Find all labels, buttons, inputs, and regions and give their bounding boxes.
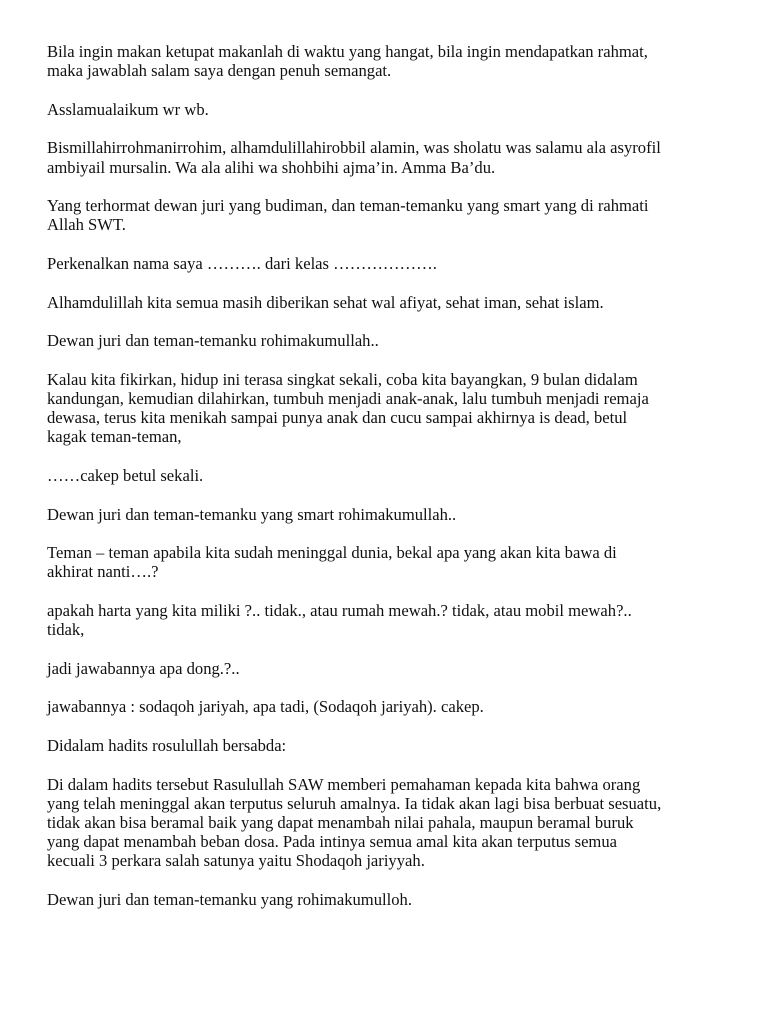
address-jury-smart-paragraph: Dewan juri dan teman-temanku yang smart rohimakumullah..	[47, 504, 457, 524]
address-jury-paragraph: Dewan juri dan teman-temanku rohimakumullah..	[47, 331, 379, 351]
introduction-paragraph: Perkenalkan nama saya ………. dari kelas ……………….	[47, 253, 437, 273]
life-reflection-paragraph: Kalau kita fikirkan, hidup ini terasa singkat sekali, coba kita bayangkan, 9 bulan didalam kandungan, kemudian dilahirkan, tumbuh menjadi anak-anak, lalu tumbuh menjadi remaja dewasa, terus kita menikah sampai punya anak dan cucu sampai akhirnya is dead, betul kagak teman-teman,	[47, 369, 649, 447]
response-paragraph: ……cakep betul sekali.	[47, 465, 204, 485]
answer-paragraph: jawabannya : sodaqoh jariyah, apa tadi, (Sodaqoh jariyah). cakep.	[47, 697, 484, 717]
hadith-explanation-paragraph: Di dalam hadits tersebut Rasulullah SAW memberi pemahaman kepada kita bahwa orang yang telah meninggal akan terputus seluruh amalnya. Ia tidak akan lagi bisa berbuat sesuatu, tidak akan bisa beramal baik yang dapat menambah nilai pahala, maupun beramal buruk yang dapat menambah beban dosa. Pada intinya semua amal kita akan terputus semua kecuali 3 perkara salah satunya yaitu Shodaqoh jariyyah.	[47, 774, 662, 871]
gratitude-paragraph: Alhamdulillah kita semua masih diberikan sehat wal afiyat, sehat iman, sehat islam.	[47, 292, 604, 312]
wealth-question-paragraph: apakah harta yang kita miliki ?.. tidak., atau rumah mewah.? tidak, atau mobil mewah?.. tidak,	[47, 600, 632, 640]
document-page	[47, 42, 727, 929]
greeting-jury-paragraph: Yang terhormat dewan juri yang budiman, dan teman-temanku yang smart yang di rahmati Allah SWT.	[47, 196, 649, 235]
basmalah-paragraph: Bismillahirrohmanirrohim, alhamdulillahirobbil alamin, was sholatu was salamu ala asyrofil ambiyail mursalin. Wa ala alihi wa shohbihi ajma’in. Amma Ba’du.	[47, 138, 661, 177]
closing-address-paragraph: Dewan juri dan teman-temanku yang rohimakumulloh.	[47, 889, 412, 909]
salam-paragraph: Asslamualaikum wr wb.	[47, 99, 209, 119]
answer-prompt-paragraph: jadi jawabannya apa dong.?..	[47, 658, 240, 678]
opening-pantun-paragraph: Bila ingin makan ketupat makanlah di waktu yang hangat, bila ingin mendapatkan rahmat, maka jawablah salam saya dengan penuh semangat.	[47, 42, 648, 81]
hadith-intro-paragraph: Didalam hadits rosulullah bersabda:	[47, 735, 287, 755]
question-paragraph: Teman – teman apabila kita sudah meninggal dunia, bekal apa yang akan kita bawa di akhirat nanti….?	[47, 543, 617, 582]
